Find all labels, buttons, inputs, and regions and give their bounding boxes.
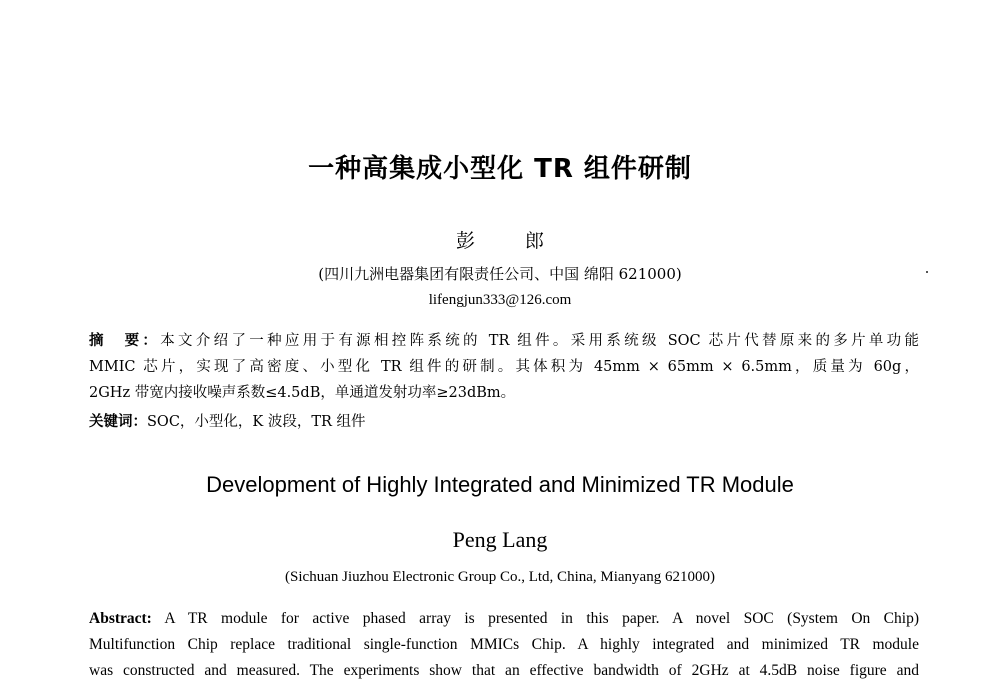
- abstract-english-line-3: was constructed and measured. The experiments show that an effective bandwidth of 2GHz at 4.5dB noise figure and: [89, 662, 919, 679]
- abstract-english-label: Abstract:: [89, 610, 152, 627]
- abstract-english-line-2: Multifunction Chip replace traditional single-function MMICs Chip. A highly integrated and minimized TR module: [89, 636, 919, 653]
- abstract-chinese: [89, 328, 919, 406]
- author-email[interactable]: lifengjun333@126.com: [428, 292, 572, 308]
- abstract-english: [89, 606, 919, 684]
- author-english: Peng Lang: [452, 527, 548, 552]
- keywords-text: SOC，小型化，K 波段，TR 组件: [147, 414, 366, 430]
- abstract-chinese-label: 摘 要：: [89, 333, 161, 349]
- abstract-chinese-line-2: MMIC 芯片，实现了高密度、小型化 TR 组件的研制。其体积为 45mm × 65mm × 6.5mm，质量为 60g，: [89, 359, 919, 375]
- title-chinese: 一种高集成小型化 TR 组件研制: [308, 154, 692, 184]
- abstract-english-line-1: Abstract: A TR module for active phased array is presented in this paper. A novel SOC (System On Chip): [89, 610, 919, 627]
- keywords-label: 关键词：: [89, 414, 147, 430]
- keywords-chinese: [89, 410, 366, 431]
- author-chinese: 彭 郎: [455, 230, 567, 252]
- abstract-chinese-line-1: 摘 要：本文介绍了一种应用于有源相控阵系统的 TR 组件。采用系统级 SOC 芯片代替原来的多片单功能: [89, 333, 919, 349]
- affiliation-english: (Sichuan Jiuzhou Electronic Group Co., Ltd, China, Mianyang 621000): [285, 569, 715, 585]
- abstract-chinese-line-3: 2GHz 带宽内接收噪声系数≤4.5dB，单通道发射功率≥23dBm。: [89, 385, 516, 401]
- title-english: Development of Highly Integrated and Minimized TR Module: [206, 472, 794, 497]
- stray-dot: [926, 271, 928, 273]
- affiliation-chinese: (四川九洲电器集团有限责任公司、中国 绵阳 621000): [318, 265, 682, 283]
